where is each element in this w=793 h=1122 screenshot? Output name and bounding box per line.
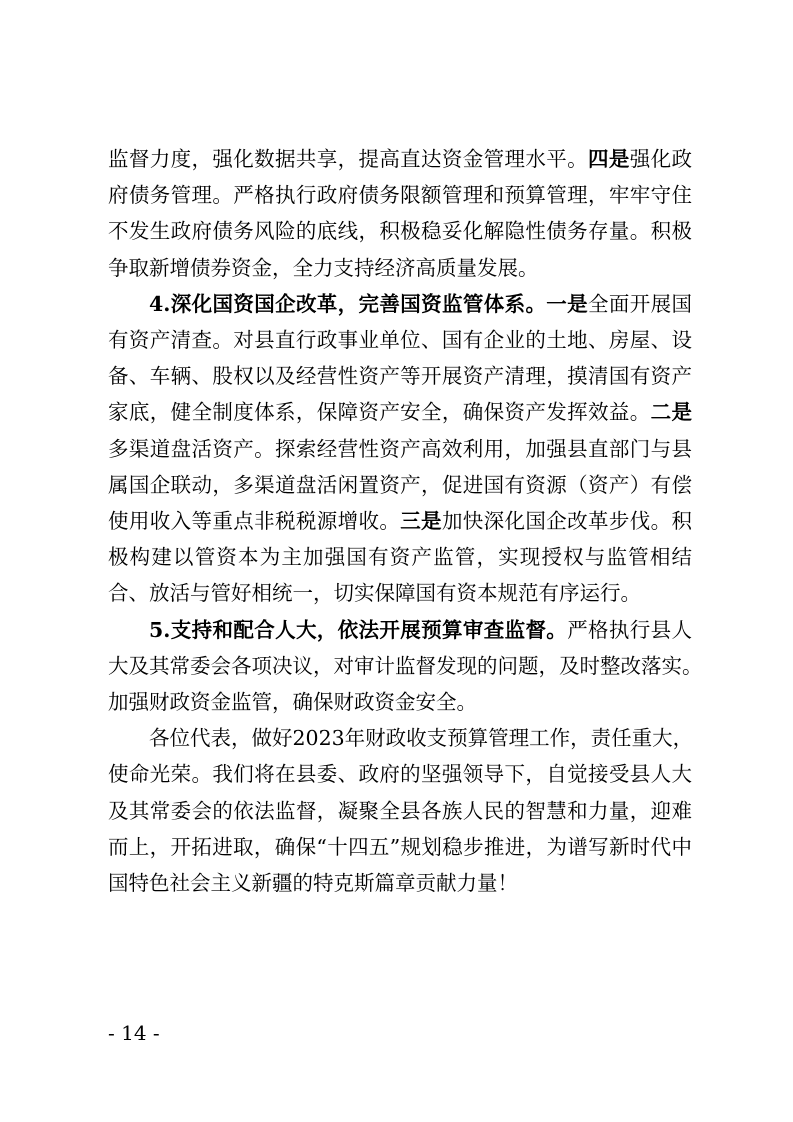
bold-run: 5.支持和配合人大，依法开展预算审查监督。 (149, 617, 568, 642)
paragraph (108, 720, 692, 901)
text-run: 而上，开拓进取，确保“十四五”规划稳步推进，为谱写新时代中 (108, 834, 692, 859)
bold-run: 三是 (400, 509, 442, 534)
text-run: 极构建以管资本为主加强国有资产监管，实现授权与监管相结 (108, 545, 692, 570)
text-run: 合、放活与管好相统一，切实保障国有资本规范有序运行。 (108, 581, 641, 606)
page-number: - 14 - (108, 1021, 160, 1045)
text-run: 加强财政资金监管，确保财政资金安全。 (108, 690, 477, 715)
text-run: 严格执行县人 (567, 617, 693, 642)
text-run: 全面开展国 (588, 291, 693, 316)
text-run: 各位代表，做好2023年财政收支预算管理工作，责任重大， (149, 726, 694, 751)
text-run: 及其常委会的依法监督，凝聚全县各族人民的智慧和力量，迎难 (108, 798, 692, 823)
document-body (108, 141, 703, 901)
text-run: 争取新增债券资金，全力支持经济高质量发展。 (108, 255, 539, 280)
text-line (149, 612, 692, 648)
text-line (108, 467, 692, 503)
text-run: 监督力度，强化数据共享，提高直达资金管理水平。 (108, 147, 589, 171)
text-line (108, 503, 692, 539)
text-line (108, 829, 692, 865)
bold-run: 4.深化国资国企改革，完善国资监管体系。一是 (149, 291, 589, 316)
paragraph (108, 612, 703, 721)
text-line (108, 648, 703, 684)
text-run: 不发生政府债务风险的底线，积极稳妥化解隐性债务存量。积极 (108, 219, 692, 244)
text-line (108, 394, 692, 430)
text-line (108, 793, 692, 829)
bold-run: 二是 (650, 400, 693, 425)
text-run: 多渠道盘活资产。探索经营性资产高效利用，加强县直部门与县 (108, 436, 692, 461)
text-run: 大及其常委会各项决议，对审计监督发现的问题，及时整改落实。 (108, 653, 703, 678)
text-run: 加快深化国企改革步伐。积 (441, 509, 693, 534)
paragraph (108, 141, 692, 286)
text-line (108, 358, 692, 394)
text-line (108, 141, 692, 177)
text-line (149, 720, 692, 756)
text-line (108, 177, 692, 213)
text-line (108, 539, 692, 575)
text-run: 府债务管理。严格执行政府债务限额管理和预算管理，牢牢守住 (108, 183, 692, 208)
text-line (108, 322, 692, 358)
text-run: 家底，健全制度体系，保障资产安全，确保资产发挥效益。 (108, 400, 651, 425)
text-line (108, 575, 692, 611)
text-run: 强化政 (629, 147, 693, 171)
text-line (108, 431, 692, 467)
paragraph (108, 286, 692, 612)
text-run: 备、车辆、股权以及经营性资产等开展资产清理，摸清国有资产 (108, 364, 692, 389)
text-run: 使命光荣。我们将在县委、政府的坚强领导下，自觉接受县人大 (108, 762, 692, 787)
text-line (108, 865, 692, 901)
text-run: 国特色社会主义新疆的特克斯篇章贡献力量！ (108, 871, 518, 896)
text-run: 属国企联动，多渠道盘活闲置资产，促进国有资源（资产）有偿 (108, 472, 692, 497)
text-line (108, 684, 692, 720)
bold-run: 四是 (588, 147, 630, 171)
text-line (149, 286, 692, 322)
text-line (108, 250, 692, 286)
text-line (108, 756, 692, 792)
text-run: 有资产清查。对县直行政事业单位、国有企业的土地、房屋、设 (108, 328, 692, 353)
text-run: 使用收入等重点非税税源增收。 (108, 509, 401, 534)
text-line (108, 213, 692, 249)
